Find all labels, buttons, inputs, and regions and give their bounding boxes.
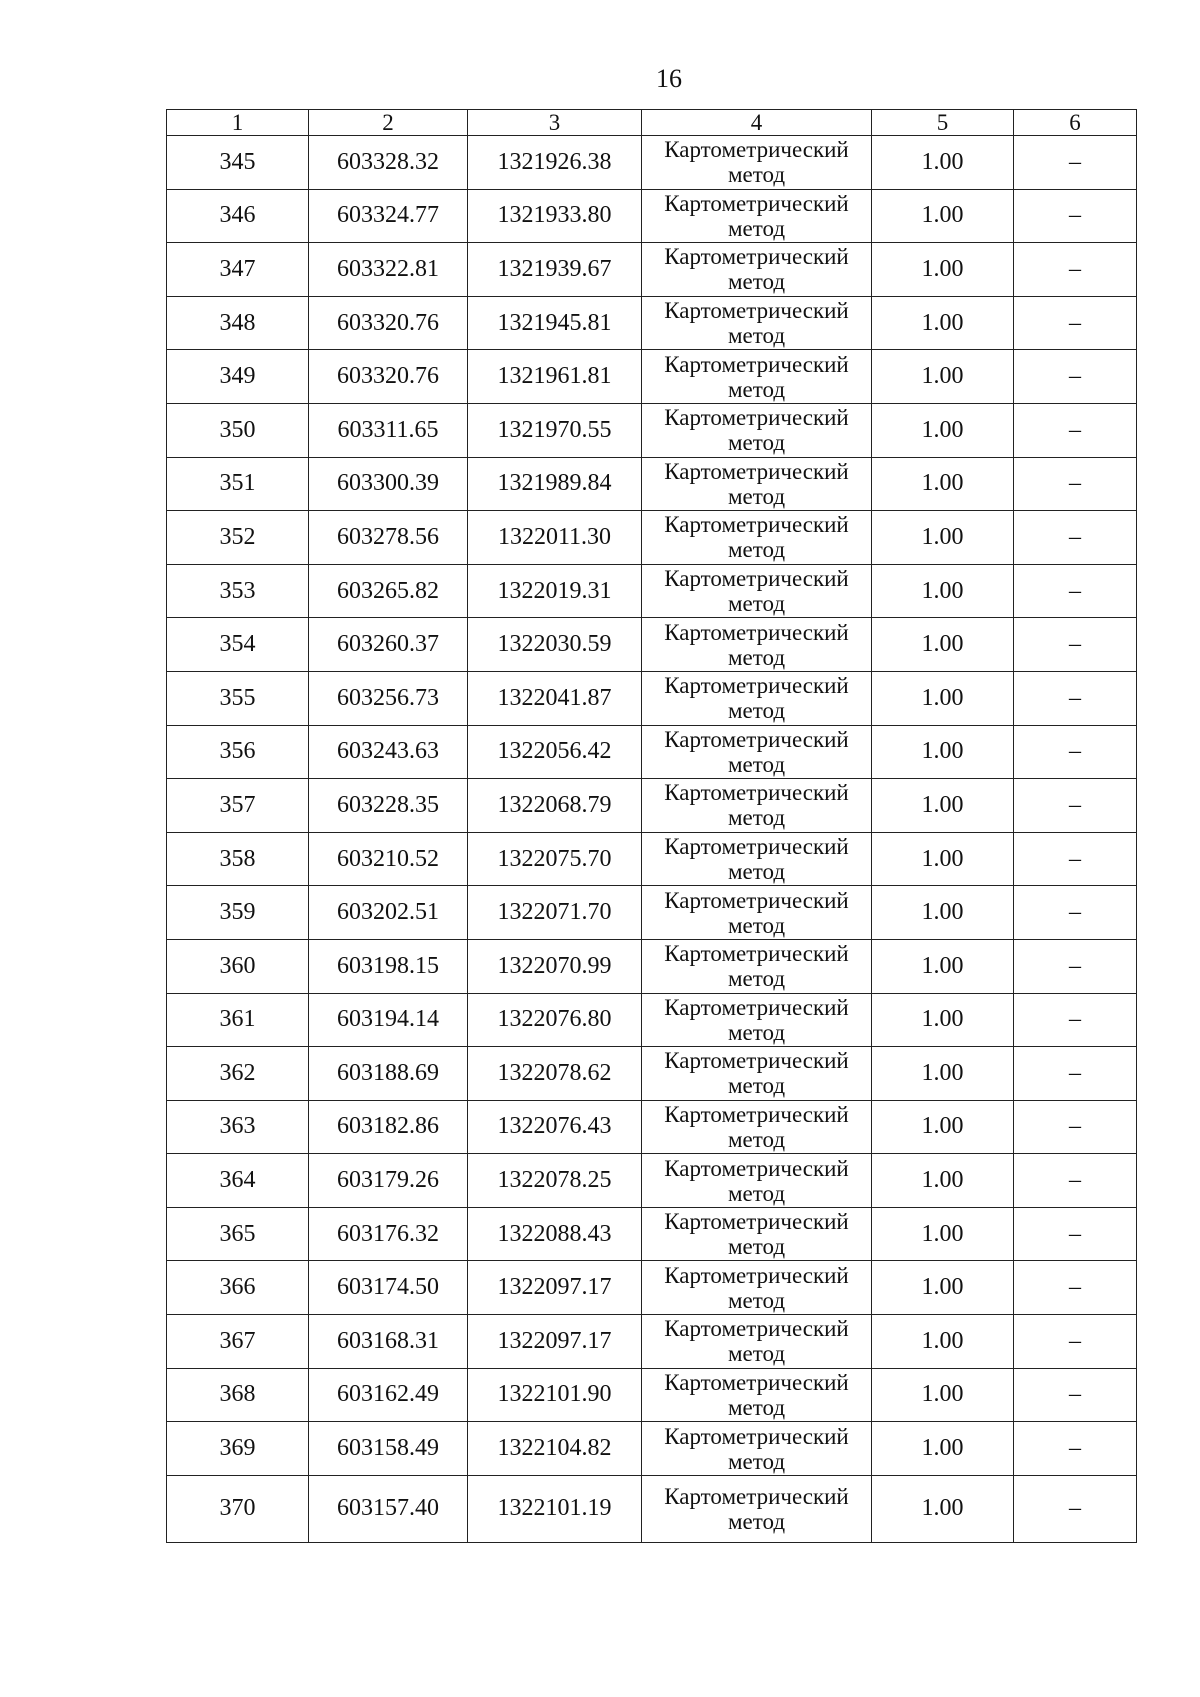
x-coordinate-cell: 603265.82 [309, 564, 468, 618]
method-cell [642, 993, 872, 1047]
coordinates-table [166, 109, 1137, 1543]
table-row [167, 1100, 1137, 1154]
column-header-3: 3 [468, 110, 642, 136]
method-line-2: метод [727, 323, 786, 349]
accuracy-cell: 1.00 [872, 243, 1014, 297]
method-cell [642, 1368, 872, 1422]
method-cell [642, 136, 872, 190]
point-number-cell: 366 [167, 1261, 309, 1315]
method-line-2: метод [727, 1287, 786, 1313]
point-number-cell: 348 [167, 296, 309, 350]
page-number: 16 [656, 64, 682, 93]
table-row [167, 725, 1137, 779]
y-coordinate-cell: 1322088.43 [468, 1207, 642, 1261]
point-number-cell: 355 [167, 671, 309, 725]
table-body [167, 136, 1137, 1543]
accuracy-cell: 1.00 [872, 296, 1014, 350]
method-line-1: Картометрический [664, 1209, 849, 1235]
x-coordinate-cell: 603320.76 [309, 296, 468, 350]
note-cell: – [1014, 1100, 1137, 1154]
y-coordinate-cell: 1322019.31 [468, 564, 642, 618]
method-line-2: метод [727, 805, 786, 831]
x-coordinate-cell: 603278.56 [309, 511, 468, 565]
table-row [167, 1368, 1137, 1422]
method-line-1: Картометрический [664, 1262, 849, 1288]
note-cell: – [1014, 243, 1137, 297]
method-line-2: метод [727, 1341, 786, 1367]
table-row [167, 1422, 1137, 1476]
point-number-cell: 353 [167, 564, 309, 618]
point-number-cell: 363 [167, 1100, 309, 1154]
y-coordinate-cell: 1321989.84 [468, 457, 642, 511]
note-cell: – [1014, 725, 1137, 779]
method-cell [642, 1047, 872, 1101]
column-header-6: 6 [1014, 110, 1137, 136]
accuracy-cell: 1.00 [872, 1154, 1014, 1208]
method-line-2: метод [727, 1234, 786, 1260]
method-line-2: метод [727, 912, 786, 938]
note-cell: – [1014, 886, 1137, 940]
x-coordinate-cell: 603300.39 [309, 457, 468, 511]
note-cell: – [1014, 1422, 1137, 1476]
note-cell: – [1014, 296, 1137, 350]
method-line-1: Картометрический [664, 1483, 849, 1509]
method-line-2: метод [727, 1126, 786, 1152]
y-coordinate-cell: 1322071.70 [468, 886, 642, 940]
method-line-1: Картометрический [664, 887, 849, 913]
accuracy-cell: 1.00 [872, 1475, 1014, 1542]
method-cell [642, 725, 872, 779]
note-cell: – [1014, 189, 1137, 243]
accuracy-cell: 1.00 [872, 136, 1014, 190]
note-cell: – [1014, 457, 1137, 511]
accuracy-cell: 1.00 [872, 618, 1014, 672]
y-coordinate-cell: 1322011.30 [468, 511, 642, 565]
method-cell [642, 243, 872, 297]
method-line-1: Картометрический [664, 619, 849, 645]
x-coordinate-cell: 603328.32 [309, 136, 468, 190]
y-coordinate-cell: 1322101.19 [468, 1475, 642, 1542]
method-line-1: Картометрический [664, 834, 849, 860]
note-cell: – [1014, 350, 1137, 404]
y-coordinate-cell: 1322070.99 [468, 939, 642, 993]
method-line-1: Картометрический [664, 1048, 849, 1074]
point-number-cell: 356 [167, 725, 309, 779]
table-row [167, 511, 1137, 565]
accuracy-cell: 1.00 [872, 886, 1014, 940]
method-cell [642, 939, 872, 993]
x-coordinate-cell: 603311.65 [309, 403, 468, 457]
method-line-1: Картометрический [664, 1316, 849, 1342]
note-cell: – [1014, 671, 1137, 725]
method-line-1: Картометрический [664, 458, 849, 484]
table-row [167, 832, 1137, 886]
method-line-1: Картометрический [664, 190, 849, 216]
accuracy-cell: 1.00 [872, 832, 1014, 886]
column-header-2: 2 [309, 110, 468, 136]
method-line-1: Картометрический [664, 512, 849, 538]
table-header [167, 110, 1137, 136]
accuracy-cell: 1.00 [872, 779, 1014, 833]
x-coordinate-cell: 603158.49 [309, 1422, 468, 1476]
note-cell: – [1014, 136, 1137, 190]
y-coordinate-cell: 1322030.59 [468, 618, 642, 672]
method-line-2: метод [727, 1448, 786, 1474]
note-cell: – [1014, 1368, 1137, 1422]
table-row [167, 243, 1137, 297]
point-number-cell: 357 [167, 779, 309, 833]
accuracy-cell: 1.00 [872, 564, 1014, 618]
note-cell: – [1014, 403, 1137, 457]
method-line-2: метод [727, 1019, 786, 1045]
x-coordinate-cell: 603210.52 [309, 832, 468, 886]
method-line-1: Картометрический [664, 941, 849, 967]
method-cell [642, 350, 872, 404]
x-coordinate-cell: 603162.49 [309, 1368, 468, 1422]
table-row [167, 350, 1137, 404]
note-cell: – [1014, 618, 1137, 672]
method-cell [642, 779, 872, 833]
accuracy-cell: 1.00 [872, 1422, 1014, 1476]
note-cell: – [1014, 939, 1137, 993]
header-row [167, 110, 1137, 136]
point-number-cell: 350 [167, 403, 309, 457]
method-line-2: метод [727, 215, 786, 241]
table-row [167, 296, 1137, 350]
y-coordinate-cell: 1322078.62 [468, 1047, 642, 1101]
point-number-cell: 351 [167, 457, 309, 511]
accuracy-cell: 1.00 [872, 457, 1014, 511]
table-row [167, 1047, 1137, 1101]
table-row [167, 564, 1137, 618]
accuracy-cell: 1.00 [872, 1315, 1014, 1369]
y-coordinate-cell: 1322041.87 [468, 671, 642, 725]
method-cell [642, 1154, 872, 1208]
method-cell [642, 618, 872, 672]
y-coordinate-cell: 1322101.90 [468, 1368, 642, 1422]
x-coordinate-cell: 603228.35 [309, 779, 468, 833]
table-row [167, 1315, 1137, 1369]
method-cell [642, 886, 872, 940]
table-row [167, 886, 1137, 940]
point-number-cell: 359 [167, 886, 309, 940]
method-line-1: Картометрический [664, 137, 849, 163]
note-cell: – [1014, 832, 1137, 886]
method-line-2: метод [727, 698, 786, 724]
method-line-1: Картометрический [664, 298, 849, 324]
point-number-cell: 368 [167, 1368, 309, 1422]
accuracy-cell: 1.00 [872, 993, 1014, 1047]
note-cell: – [1014, 564, 1137, 618]
table-row [167, 189, 1137, 243]
x-coordinate-cell: 603202.51 [309, 886, 468, 940]
point-number-cell: 370 [167, 1475, 309, 1542]
x-coordinate-cell: 603194.14 [309, 993, 468, 1047]
method-line-1: Картометрический [664, 405, 849, 431]
method-line-2: метод [727, 1508, 786, 1534]
method-line-2: метод [727, 162, 786, 188]
method-line-1: Картометрический [664, 566, 849, 592]
method-line-2: метод [727, 1394, 786, 1420]
method-line-1: Картометрический [664, 351, 849, 377]
method-line-2: метод [727, 966, 786, 992]
method-cell [642, 1207, 872, 1261]
point-number-cell: 349 [167, 350, 309, 404]
method-line-1: Картометрический [664, 1369, 849, 1395]
table-row [167, 403, 1137, 457]
point-number-cell: 364 [167, 1154, 309, 1208]
table-row [167, 671, 1137, 725]
y-coordinate-cell: 1321970.55 [468, 403, 642, 457]
accuracy-cell: 1.00 [872, 725, 1014, 779]
method-line-1: Картометрический [664, 1101, 849, 1127]
method-cell [642, 457, 872, 511]
x-coordinate-cell: 603260.37 [309, 618, 468, 672]
x-coordinate-cell: 603243.63 [309, 725, 468, 779]
method-cell [642, 1475, 872, 1542]
accuracy-cell: 1.00 [872, 189, 1014, 243]
accuracy-cell: 1.00 [872, 1368, 1014, 1422]
point-number-cell: 365 [167, 1207, 309, 1261]
method-line-2: метод [727, 537, 786, 563]
y-coordinate-cell: 1322068.79 [468, 779, 642, 833]
point-number-cell: 345 [167, 136, 309, 190]
method-cell [642, 1422, 872, 1476]
method-line-1: Картометрический [664, 726, 849, 752]
method-cell [642, 1100, 872, 1154]
accuracy-cell: 1.00 [872, 1207, 1014, 1261]
method-line-2: метод [727, 859, 786, 885]
table-row [167, 1207, 1137, 1261]
point-number-cell: 362 [167, 1047, 309, 1101]
table-row [167, 1261, 1137, 1315]
y-coordinate-cell: 1322056.42 [468, 725, 642, 779]
method-cell [642, 1315, 872, 1369]
column-header-4: 4 [642, 110, 872, 136]
x-coordinate-cell: 603322.81 [309, 243, 468, 297]
x-coordinate-cell: 603182.86 [309, 1100, 468, 1154]
method-line-2: метод [727, 644, 786, 670]
accuracy-cell: 1.00 [872, 350, 1014, 404]
y-coordinate-cell: 1321961.81 [468, 350, 642, 404]
y-coordinate-cell: 1322076.43 [468, 1100, 642, 1154]
method-cell [642, 296, 872, 350]
accuracy-cell: 1.00 [872, 511, 1014, 565]
method-line-2: метод [727, 1073, 786, 1099]
table-row [167, 1154, 1137, 1208]
method-line-1: Картометрический [664, 1155, 849, 1181]
method-line-1: Картометрический [664, 994, 849, 1020]
table-row [167, 136, 1137, 190]
note-cell: – [1014, 1047, 1137, 1101]
x-coordinate-cell: 603320.76 [309, 350, 468, 404]
accuracy-cell: 1.00 [872, 1047, 1014, 1101]
y-coordinate-cell: 1322097.17 [468, 1261, 642, 1315]
note-cell: – [1014, 993, 1137, 1047]
method-cell [642, 1261, 872, 1315]
x-coordinate-cell: 603324.77 [309, 189, 468, 243]
note-cell: – [1014, 1261, 1137, 1315]
method-line-2: метод [727, 591, 786, 617]
method-line-2: метод [727, 483, 786, 509]
method-line-1: Картометрический [664, 673, 849, 699]
x-coordinate-cell: 603188.69 [309, 1047, 468, 1101]
point-number-cell: 369 [167, 1422, 309, 1476]
y-coordinate-cell: 1321939.67 [468, 243, 642, 297]
accuracy-cell: 1.00 [872, 403, 1014, 457]
y-coordinate-cell: 1322104.82 [468, 1422, 642, 1476]
table-row [167, 939, 1137, 993]
method-line-1: Картометрический [664, 244, 849, 270]
accuracy-cell: 1.00 [872, 671, 1014, 725]
point-number-cell: 367 [167, 1315, 309, 1369]
table-row [167, 618, 1137, 672]
method-cell [642, 189, 872, 243]
column-header-5: 5 [872, 110, 1014, 136]
note-cell: – [1014, 511, 1137, 565]
method-cell [642, 511, 872, 565]
method-line-2: метод [727, 751, 786, 777]
note-cell: – [1014, 1154, 1137, 1208]
y-coordinate-cell: 1321933.80 [468, 189, 642, 243]
method-line-1: Картометрический [664, 780, 849, 806]
method-line-2: метод [727, 430, 786, 456]
y-coordinate-cell: 1322076.80 [468, 993, 642, 1047]
point-number-cell: 347 [167, 243, 309, 297]
note-cell: – [1014, 1207, 1137, 1261]
accuracy-cell: 1.00 [872, 1261, 1014, 1315]
y-coordinate-cell: 1322097.17 [468, 1315, 642, 1369]
x-coordinate-cell: 603179.26 [309, 1154, 468, 1208]
method-line-1: Картометрический [664, 1423, 849, 1449]
method-line-2: метод [727, 1180, 786, 1206]
note-cell: – [1014, 1315, 1137, 1369]
y-coordinate-cell: 1321926.38 [468, 136, 642, 190]
y-coordinate-cell: 1322075.70 [468, 832, 642, 886]
point-number-cell: 358 [167, 832, 309, 886]
point-number-cell: 360 [167, 939, 309, 993]
point-number-cell: 346 [167, 189, 309, 243]
table-row [167, 457, 1137, 511]
method-cell [642, 671, 872, 725]
x-coordinate-cell: 603157.40 [309, 1475, 468, 1542]
x-coordinate-cell: 603168.31 [309, 1315, 468, 1369]
x-coordinate-cell: 603176.32 [309, 1207, 468, 1261]
note-cell: – [1014, 1475, 1137, 1542]
point-number-cell: 352 [167, 511, 309, 565]
method-cell [642, 564, 872, 618]
method-cell [642, 403, 872, 457]
point-number-cell: 354 [167, 618, 309, 672]
table-row [167, 993, 1137, 1047]
x-coordinate-cell: 603198.15 [309, 939, 468, 993]
point-number-cell: 361 [167, 993, 309, 1047]
y-coordinate-cell: 1322078.25 [468, 1154, 642, 1208]
y-coordinate-cell: 1321945.81 [468, 296, 642, 350]
accuracy-cell: 1.00 [872, 1100, 1014, 1154]
table-row [167, 1475, 1137, 1542]
method-line-2: метод [727, 269, 786, 295]
method-line-2: метод [727, 376, 786, 402]
method-cell [642, 832, 872, 886]
x-coordinate-cell: 603256.73 [309, 671, 468, 725]
note-cell: – [1014, 779, 1137, 833]
table-row [167, 779, 1137, 833]
column-header-1: 1 [167, 110, 309, 136]
x-coordinate-cell: 603174.50 [309, 1261, 468, 1315]
accuracy-cell: 1.00 [872, 939, 1014, 993]
